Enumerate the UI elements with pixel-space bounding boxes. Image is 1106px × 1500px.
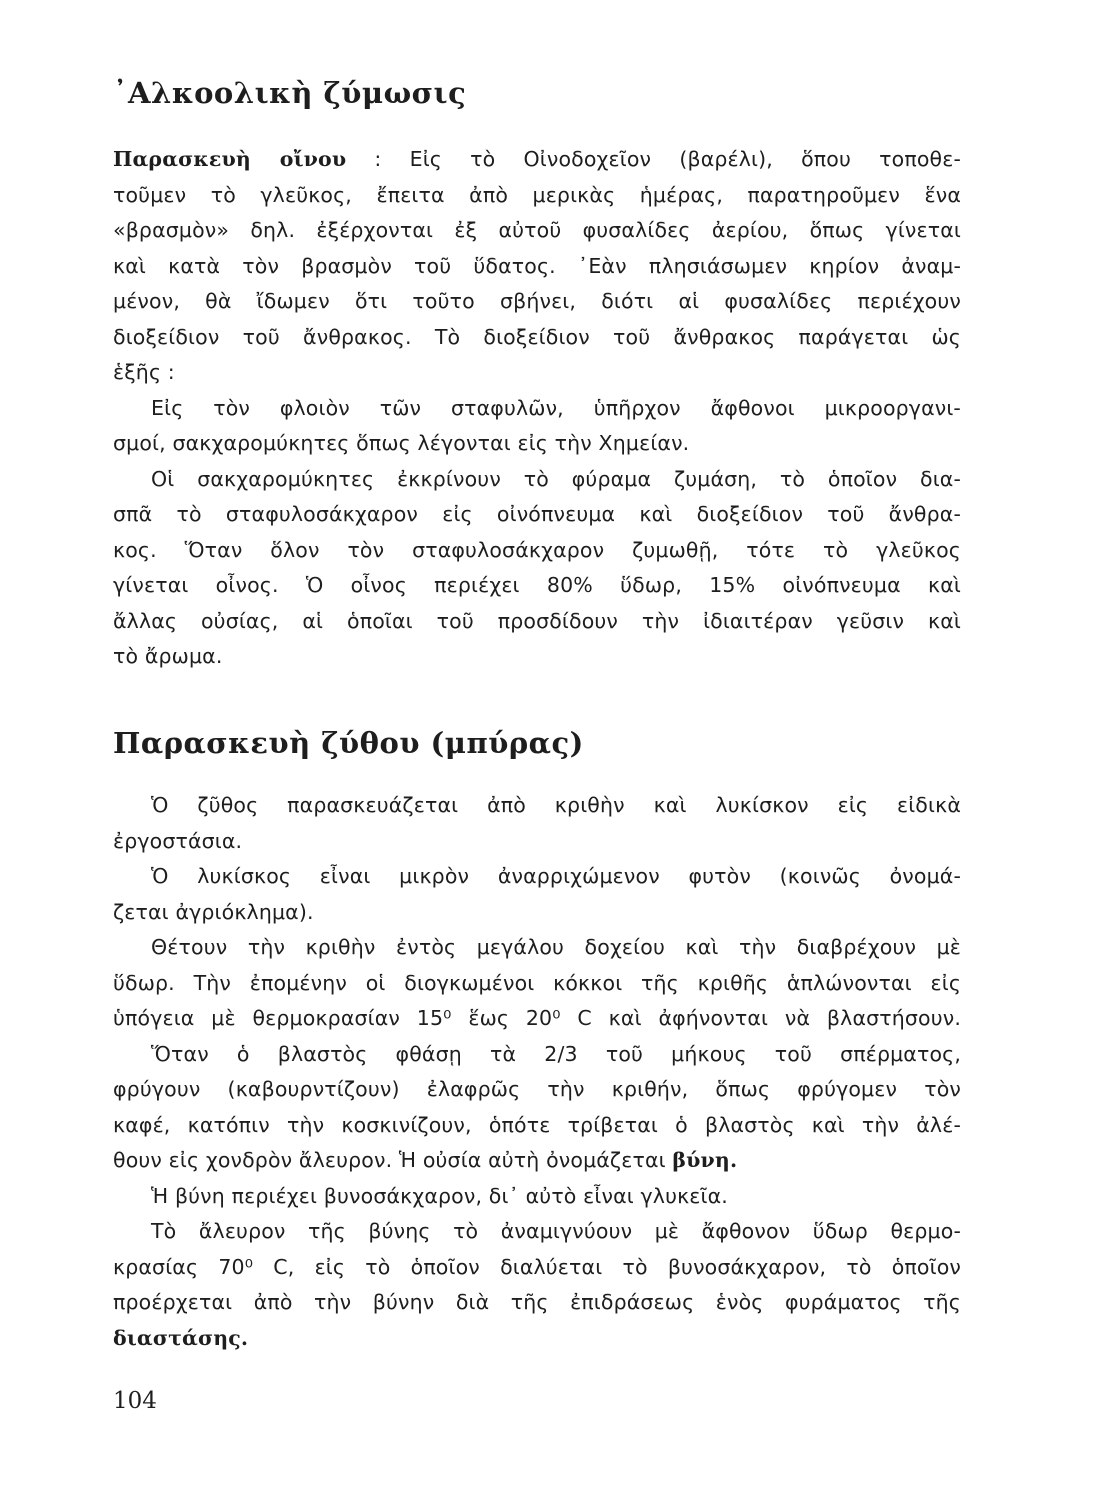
text-line: ἐργοστάσια. xyxy=(113,828,243,853)
text-line: σμοί, σακχαρομύκητες ὅπως λέγονται εἰς τὴν Χημείαν. xyxy=(113,431,690,455)
text-line: Ὅταν ὁ βλαστὸς φθάσῃ τὰ 2/3 τοῦ μήκους τοῦ σπέρματος, xyxy=(151,1041,961,1066)
section-title-alcoholic-fermentation: ᾿Αλκοολικὴ ζύμωσις xyxy=(113,76,467,110)
text-line: καὶ κατὰ τὸν βρασμὸν τοῦ ὕδατος. ᾿Εὰν πλησιάσωμεν κηρίον ἀναμ- xyxy=(113,253,961,278)
text-line: Ὁ ζῦθος παρασκευάζεται ἀπὸ κριθὴν καὶ λυκίσκον εἰς εἰδικὰ xyxy=(151,793,961,817)
text-line: ἑξῆς : xyxy=(113,360,175,384)
text-line: «βρασμὸν» δηλ. ἐξέρχονται ἐξ αὐτοῦ φυσαλίδες ἀερίου, ὅπως γίνεται xyxy=(113,218,961,242)
text-line: ἄλλας οὐσίας, αἱ ὁποῖαι τοῦ προσδίδουν τὴν ἰδιαιτέραν γεῦσιν καὶ xyxy=(113,608,961,633)
text-line: γίνεται οἶνος. Ὁ οἶνος περιέχει 80% ὕδωρ, 15% οἰνόπνευμα καὶ xyxy=(113,573,961,597)
text-line: Οἱ σακχαρομύκητες ἐκκρίνουν τὸ φύραμα ζυμάση, τὸ ὁποῖον δια- xyxy=(151,466,961,491)
text-line: Ὁ λυκίσκος εἶναι μικρὸν ἀναρριχώμενον φυτὸν (κοινῶς ὀνομά- xyxy=(151,864,961,888)
page-number: 104 xyxy=(113,1388,157,1414)
text-line: ὕδωρ. Τὴν ἐπομένην οἱ διογκωμένοι κόκκοι τῆς κριθῆς ἁπλώνονται εἰς xyxy=(113,970,961,995)
section-body-beer xyxy=(113,788,961,1356)
term-vyni: βύνη. xyxy=(672,1148,738,1172)
text-line: διοξείδιον τοῦ ἄνθρακος. Τὸ διοξείδιον τοῦ ἄνθρακος παράγεται ὡς xyxy=(113,324,961,349)
text-line: τὸ ἄρωμα. xyxy=(113,644,223,668)
text-line: Ἡ βύνη περιέχει βυνοσάκχαρον, δι᾿ αὐτὸ εἶναι γλυκεῖα. xyxy=(151,1183,728,1208)
lead-term-wine: Παρασκευὴ οἴνου xyxy=(113,147,347,171)
text-line: Τὸ ἄλευρον τῆς βύνης τὸ ἀναμιγνύουν μὲ ἄφθονον ὕδωρ θερμο- xyxy=(151,1219,961,1243)
section-body-wine xyxy=(113,142,961,675)
text-line: ζεται ἀγριόκλημα). xyxy=(113,899,314,924)
text-line: μένον, θὰ ἴδωμεν ὅτι τοῦτο σβήνει, διότι αἱ φυσαλίδες περιέχουν xyxy=(113,289,961,313)
text-line: κρασίας 70⁰ C, εἰς τὸ ὁποῖον διαλύεται τὸ βυνοσάκχαρον, τὸ ὁποῖον xyxy=(113,1254,961,1279)
text-line: καφέ, κατόπιν τὴν κοσκινίζουν, ὁπότε τρίβεται ὁ βλαστὸς καὶ τὴν ἀλέ- xyxy=(113,1112,961,1137)
text-line: Παρασκευὴ οἴνου : Εἰς τὸ Οἰνοδοχεῖον (βαρέλι), ὅπου τοποθε- xyxy=(113,147,961,171)
section-title-beer: Παρασκευὴ ζύθου (μπύρας) xyxy=(113,726,584,760)
text-line: προέρχεται ἀπὸ τὴν βύνην διὰ τῆς ἐπιδράσεως ἑνὸς φυράματος τῆς xyxy=(113,1290,961,1314)
text-line: Εἰς τὸν φλοιὸν τῶν σταφυλῶν, ὑπῆρχον ἄφθονοι μικροοργανι- xyxy=(151,395,961,420)
text-line: θουν εἰς χονδρὸν ἄλευρον. Ἡ οὐσία αὐτὴ ὀνομάζεται βύνη. xyxy=(113,1148,738,1172)
text-line: Θέτουν τὴν κριθὴν ἐντὸς μεγάλου δοχείου καὶ τὴν διαβρέχουν μὲ xyxy=(151,935,961,959)
text-line: τοῦμεν τὸ γλεῦκος, ἔπειτα ἀπὸ μερικὰς ἡμέρας, παρατηροῦμεν ἕνα xyxy=(113,182,961,207)
text-line: ὑπόγεια μὲ θερμοκρασίαν 15⁰ ἕως 20⁰ C καὶ ἀφήνονται νὰ βλαστήσουν. xyxy=(113,1006,961,1030)
text-line: κος. Ὅταν ὅλον τὸν σταφυλοσάκχαρον ζυμωθῇ, τότε τὸ γλεῦκος xyxy=(113,537,961,562)
text-line: φρύγουν (καβουρντίζουν) ἐλαφρῶς τὴν κριθήν, ὅπως φρύγομεν τὸν xyxy=(113,1077,961,1101)
term-diastasis: διαστάσης. xyxy=(113,1325,249,1350)
text-line: σπᾶ τὸ σταφυλοσάκχαρον εἰς οἰνόπνευμα καὶ διοξείδιον τοῦ ἄνθρα- xyxy=(113,502,961,526)
